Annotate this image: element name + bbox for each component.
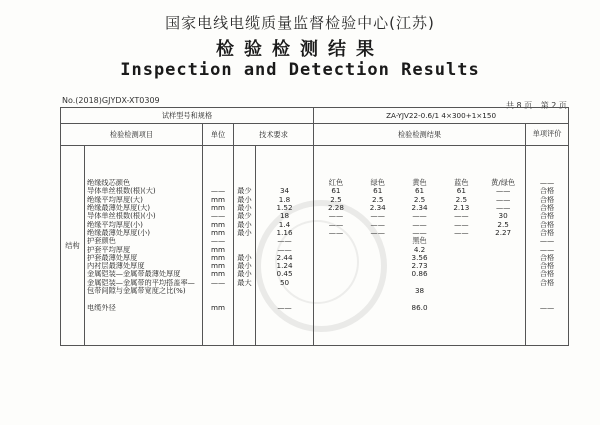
- item-name: 导体单丝根数(根)(大): [87, 187, 156, 196]
- result-cell: 绿色: [370, 178, 385, 188]
- req-value: ——: [277, 303, 292, 312]
- total-pages: 共 8 页: [506, 101, 533, 110]
- req-value: 1.4: [278, 220, 291, 229]
- result-cell: ——: [412, 219, 427, 229]
- current-page: 第 2 页: [540, 101, 567, 110]
- eval-value: 合格: [539, 220, 555, 229]
- item-name: 绝缘线芯颜色: [87, 179, 131, 188]
- req-type: 最少: [237, 212, 252, 221]
- result-cell: 2.5: [330, 194, 342, 204]
- item-unit: mm: [210, 195, 225, 204]
- req-type: [235, 246, 254, 254]
- item-unit: mm: [210, 228, 225, 237]
- eval-value: ——: [539, 179, 555, 188]
- org-title: 国家电线电缆质量监督检验中心(江苏): [165, 14, 435, 32]
- item-name: 绝缘最薄处厚度(大): [87, 204, 151, 213]
- report-title-en: Inspection and Detection Results: [120, 60, 480, 80]
- col-eval: 单项评价: [526, 124, 569, 146]
- side-watermark-right: [578, 30, 596, 410]
- col-result: 检验检测结果: [314, 124, 526, 146]
- eval-value: 合格: [539, 212, 555, 221]
- item-name: 绝缘最薄处厚度(小): [87, 228, 151, 237]
- result-cell: ——: [454, 227, 469, 237]
- col-req: 技术要求: [234, 124, 314, 146]
- req-value: 34: [279, 187, 290, 196]
- result-cell: 2.5: [372, 194, 384, 204]
- req-type: 最小: [237, 253, 252, 262]
- result-cell: 30: [498, 211, 508, 221]
- result-cell: 61: [331, 186, 341, 196]
- col-unit: 单位: [203, 124, 234, 146]
- result-cell: ——: [328, 211, 344, 221]
- req-type: 最小: [237, 228, 252, 237]
- req-value: 1.24: [276, 262, 293, 271]
- req-value: [257, 179, 312, 187]
- result-cell: ——: [370, 227, 385, 237]
- req-types: [234, 146, 256, 346]
- item-units: [203, 146, 234, 346]
- eval-value: ——: [539, 303, 555, 312]
- result-cell: ——: [328, 219, 344, 229]
- req-type: 最小: [237, 270, 252, 279]
- req-value: 1.8: [278, 195, 291, 204]
- result-cell: 61: [414, 186, 425, 196]
- result-cell: 38: [414, 285, 425, 295]
- req-value: 1.16: [276, 228, 293, 237]
- results-table: [60, 107, 569, 346]
- req-type: [235, 179, 254, 187]
- req-values: [256, 146, 314, 346]
- result-cell: ——: [454, 219, 469, 229]
- result-cell: 黄/绿色: [491, 178, 516, 188]
- side-watermark-left: [18, 30, 36, 410]
- result-cell: 2.27: [495, 227, 512, 237]
- req-type: 最小: [237, 262, 252, 271]
- req-value: ——: [277, 237, 292, 246]
- result-cell: ——: [495, 186, 511, 196]
- result-cell: 86.0: [411, 302, 428, 312]
- item-name: 绝缘平均厚度(小): [87, 220, 143, 229]
- req-type: [235, 237, 254, 245]
- item-name: 电缆外径: [87, 303, 116, 312]
- item-name: 绝缘平均厚度(大): [87, 195, 143, 204]
- req-type: 最小: [237, 204, 252, 213]
- req-type: 最小: [237, 220, 252, 229]
- result-cell: 2.13: [453, 203, 470, 213]
- report-title-cn: 检验检测结果: [216, 39, 384, 60]
- result-cell: 2.34: [411, 203, 428, 213]
- eval-value: 合格: [539, 270, 555, 279]
- req-type: [235, 304, 254, 312]
- result-cell: 红色: [328, 178, 344, 188]
- item-name: 护套最薄处厚度: [87, 253, 138, 262]
- result-values: [314, 146, 526, 346]
- eval-value: 合格: [539, 228, 555, 237]
- result-cell: ——: [495, 203, 511, 213]
- req-value: ——: [277, 245, 292, 254]
- req-value: 1.52: [276, 204, 293, 213]
- item-name: 护套平均厚度: [87, 245, 131, 254]
- result-cell: ——: [454, 211, 469, 221]
- result-cell: ——: [328, 227, 344, 237]
- eval-value: 合格: [539, 204, 555, 213]
- eval-values: [526, 146, 569, 346]
- item-unit: [204, 179, 232, 187]
- item-name: 内衬层最薄处厚度: [87, 262, 145, 271]
- eval-value: ——: [539, 237, 555, 246]
- item-unit: mm: [210, 303, 225, 312]
- req-type: 最大: [237, 278, 252, 287]
- req-value: 18: [279, 212, 290, 221]
- result-cell: 2.5: [413, 194, 426, 204]
- result-cell: 0.86: [411, 269, 428, 279]
- result-cell: 2.5: [455, 194, 468, 204]
- item-unit: mm: [210, 262, 225, 271]
- item-name: 导体单丝根数(根)(小): [87, 212, 156, 221]
- eval-value: ——: [539, 245, 555, 254]
- result-cell: 4.2: [413, 244, 426, 254]
- result-row: [315, 279, 524, 304]
- item-name: 护套颜色: [87, 237, 116, 246]
- item-unit: mm: [210, 245, 225, 254]
- result-cell: 2.5: [497, 219, 509, 229]
- item-unit: ——: [210, 187, 226, 196]
- req-value: 2.44: [276, 253, 293, 262]
- req-type: 最小: [237, 195, 252, 204]
- result-cell: 黑色: [412, 236, 427, 246]
- doc-number: No.(2018)GJYDX-XT0309: [62, 96, 160, 105]
- result-row: [315, 270, 524, 278]
- group-label: 结构: [61, 146, 85, 346]
- result-row: [315, 304, 524, 312]
- item-unit: ——: [210, 237, 226, 246]
- req-value: 50: [279, 278, 290, 287]
- result-cell: 蓝色: [454, 178, 469, 188]
- item-unit: mm: [210, 220, 225, 229]
- item-unit: ——: [210, 278, 226, 287]
- req-type: 最少: [237, 187, 252, 196]
- result-cell: 61: [373, 186, 383, 196]
- result-cell: 2.73: [411, 261, 428, 271]
- item-unit: ——: [210, 212, 226, 221]
- model-value: ZA-YJV22-0.6/1 4×300+1×150: [314, 108, 569, 124]
- model-label: 试样型号和规格: [61, 108, 314, 124]
- result-cell: 2.28: [327, 203, 344, 213]
- result-cell: 3.56: [411, 252, 428, 262]
- item-unit: mm: [210, 253, 225, 262]
- item-unit: mm: [210, 270, 225, 279]
- eval-value: 合格: [539, 262, 555, 271]
- eval-value: 合格: [539, 187, 555, 196]
- result-cell: 黄色: [412, 178, 427, 188]
- result-cell: ——: [370, 211, 385, 221]
- result-cell: 61: [456, 186, 466, 196]
- eval-value: 合格: [539, 278, 555, 287]
- item-name: 金属铠装—金属带的平均搭盖率—包带间隙与金属带宽度之比(%): [87, 278, 195, 295]
- item-unit: mm: [210, 204, 225, 213]
- result-cell: ——: [495, 194, 511, 204]
- result-cell: ——: [412, 211, 427, 221]
- item-names: [85, 146, 203, 346]
- req-value: 0.45: [276, 270, 293, 279]
- result-cell: ——: [412, 227, 427, 237]
- result-cell: ——: [370, 219, 385, 229]
- eval-value: 合格: [539, 253, 555, 262]
- item-name: 金属铠装—金属带最薄处厚度: [87, 270, 181, 279]
- eval-value: 合格: [539, 195, 555, 204]
- result-cell: 2.34: [369, 203, 386, 213]
- col-item: 检验检测项目: [61, 124, 203, 146]
